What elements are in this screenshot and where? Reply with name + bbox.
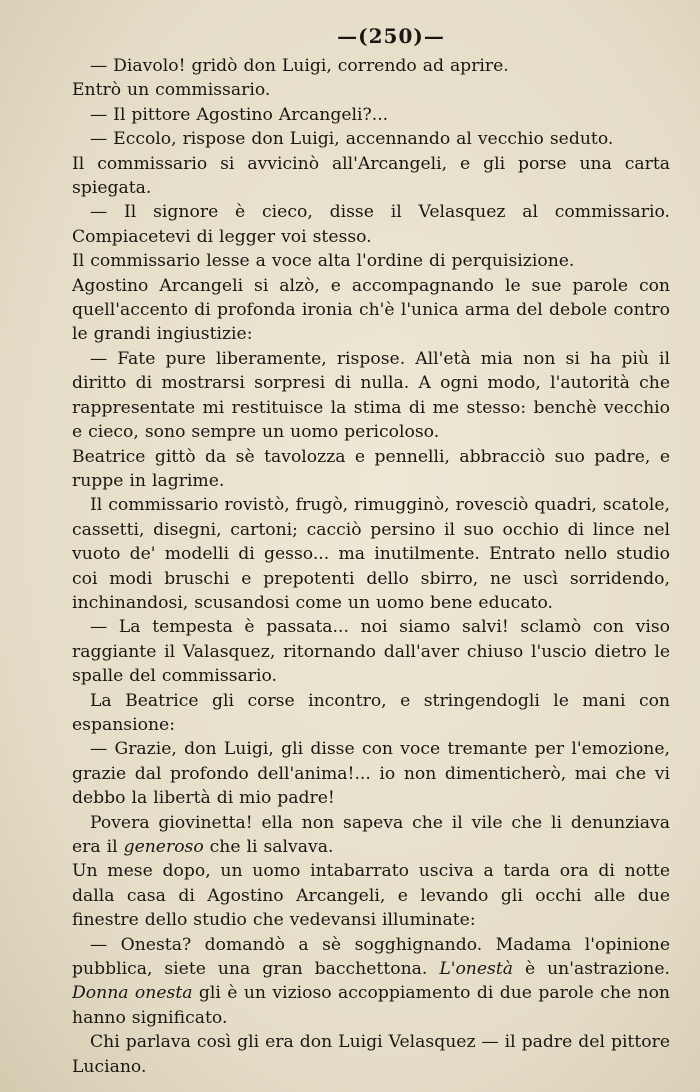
emphasized-text: Donna onesta <box>72 983 193 1004</box>
paragraph <box>72 859 670 932</box>
paragraph <box>72 493 670 615</box>
paragraph <box>72 200 670 249</box>
text-run: è un'astrazione. <box>513 959 670 980</box>
page-number: —(250)— <box>337 24 445 48</box>
paragraph <box>72 737 670 810</box>
text-run: gli è un vizioso accoppiamento di due parole che non hanno significato. <box>72 983 670 1028</box>
text-run: — Fate pure liberamente, rispose. All'età mia non si ha più il diritto di mostrarsi sorpresi di nulla. A ogni modo, l'autorità che rappresentate mi restituisce la stima di me stesso: benchè vecchio e cieco, sono sempre un uomo pericoloso. <box>72 348 670 443</box>
paragraph <box>72 103 670 127</box>
text-run: Il commissario si avvicinò all'Arcangeli, e gli porse una carta spiegata. <box>72 153 670 199</box>
text-run: — Diavolo! gridò don Luigi, correndo ad aprire. <box>90 56 509 76</box>
text-run: Il commissario rovistò, frugò, rimugginò, rovesciò quadri, scatole, cassetti, disegni, cartoni; cacciò persino il suo occhio di lince nel vuoto de' modelli di gesso... ma inutilmente. Entrato nello studio coi modi bruschi e prepotenti dello sbirro, ne uscì sorridendo, inchinandosi, scusandosi come un uomo bene educato. <box>72 495 670 613</box>
text-run: Povera giovinetta! ella non sapeva che il vile che li denunziava era il <box>72 812 670 857</box>
text-run: Chi parlava così gli era don Luigi Velasquez — il padre del pittore Luciano. <box>72 1032 670 1077</box>
text-run: — Il pittore Agostino Arcangeli?... <box>90 104 389 125</box>
paragraph <box>72 347 670 445</box>
paragraph <box>72 933 670 1031</box>
paragraph <box>72 274 670 347</box>
text-run: — La tempesta è passata... noi siamo salvi! sclamò con viso raggiante il Valasquez, ritornando dall'aver chiuso l'uscio dietro le spalle del commissario. <box>72 617 670 687</box>
paragraph <box>72 615 670 688</box>
text-run: Beatrice gittò da sè tavolozza e pennelli, abbracciò suo padre, e ruppe in lagrime. <box>72 446 670 491</box>
paragraph <box>72 689 670 738</box>
emphasized-text: generoso <box>123 837 204 857</box>
paragraph <box>72 54 670 78</box>
paragraph <box>72 445 670 494</box>
body-text <box>72 54 670 1079</box>
paragraph <box>72 811 670 860</box>
text-run: — Eccolo, rispose don Luigi, accennando al vecchio seduto. <box>90 129 614 150</box>
paragraph <box>72 127 670 151</box>
paragraph <box>72 152 670 201</box>
emphasized-text: L'onestà <box>439 959 514 980</box>
paragraph <box>72 249 670 273</box>
paragraph <box>72 1030 670 1079</box>
text-run: Agostino Arcangeli si alzò, e accompagnando le sue parole con quell'accento di profonda ironia ch'è l'unica arma del debole contro le grandi ingiustizie: <box>72 275 670 345</box>
text-run: Entrò un commissario. <box>72 80 271 101</box>
text-run: che li salvava. <box>203 837 334 857</box>
text-run: La Beatrice gli corse incontro, e stringendogli le mani con espansione: <box>72 690 670 735</box>
text-run: Un mese dopo, un uomo intabarrato usciva a tarda ora di notte dalla casa di Agostino Arcangeli, e levando gli occhi alle due finestre dello studio che vedevansi illuminate: <box>72 861 670 931</box>
text-run: — Il signore è cieco, disse il Velasquez al commissario. Compiacetevi di legger voi stesso. <box>72 202 670 247</box>
paragraph <box>72 78 670 102</box>
text-run: Il commissario lesse a voce alta l'ordine di perquisizione. <box>72 251 575 272</box>
text-run: — Grazie, don Luigi, gli disse con voce tremante per l'emozione, grazie dal profondo dell'anima!... io non dimenticherò, mai che vi debbo la libertà di mio padre! <box>72 739 670 809</box>
text-run: — Onesta? domandò a sè sogghignando. Madama l'opinione pubblica, siete una gran bacchettona. <box>72 934 670 980</box>
